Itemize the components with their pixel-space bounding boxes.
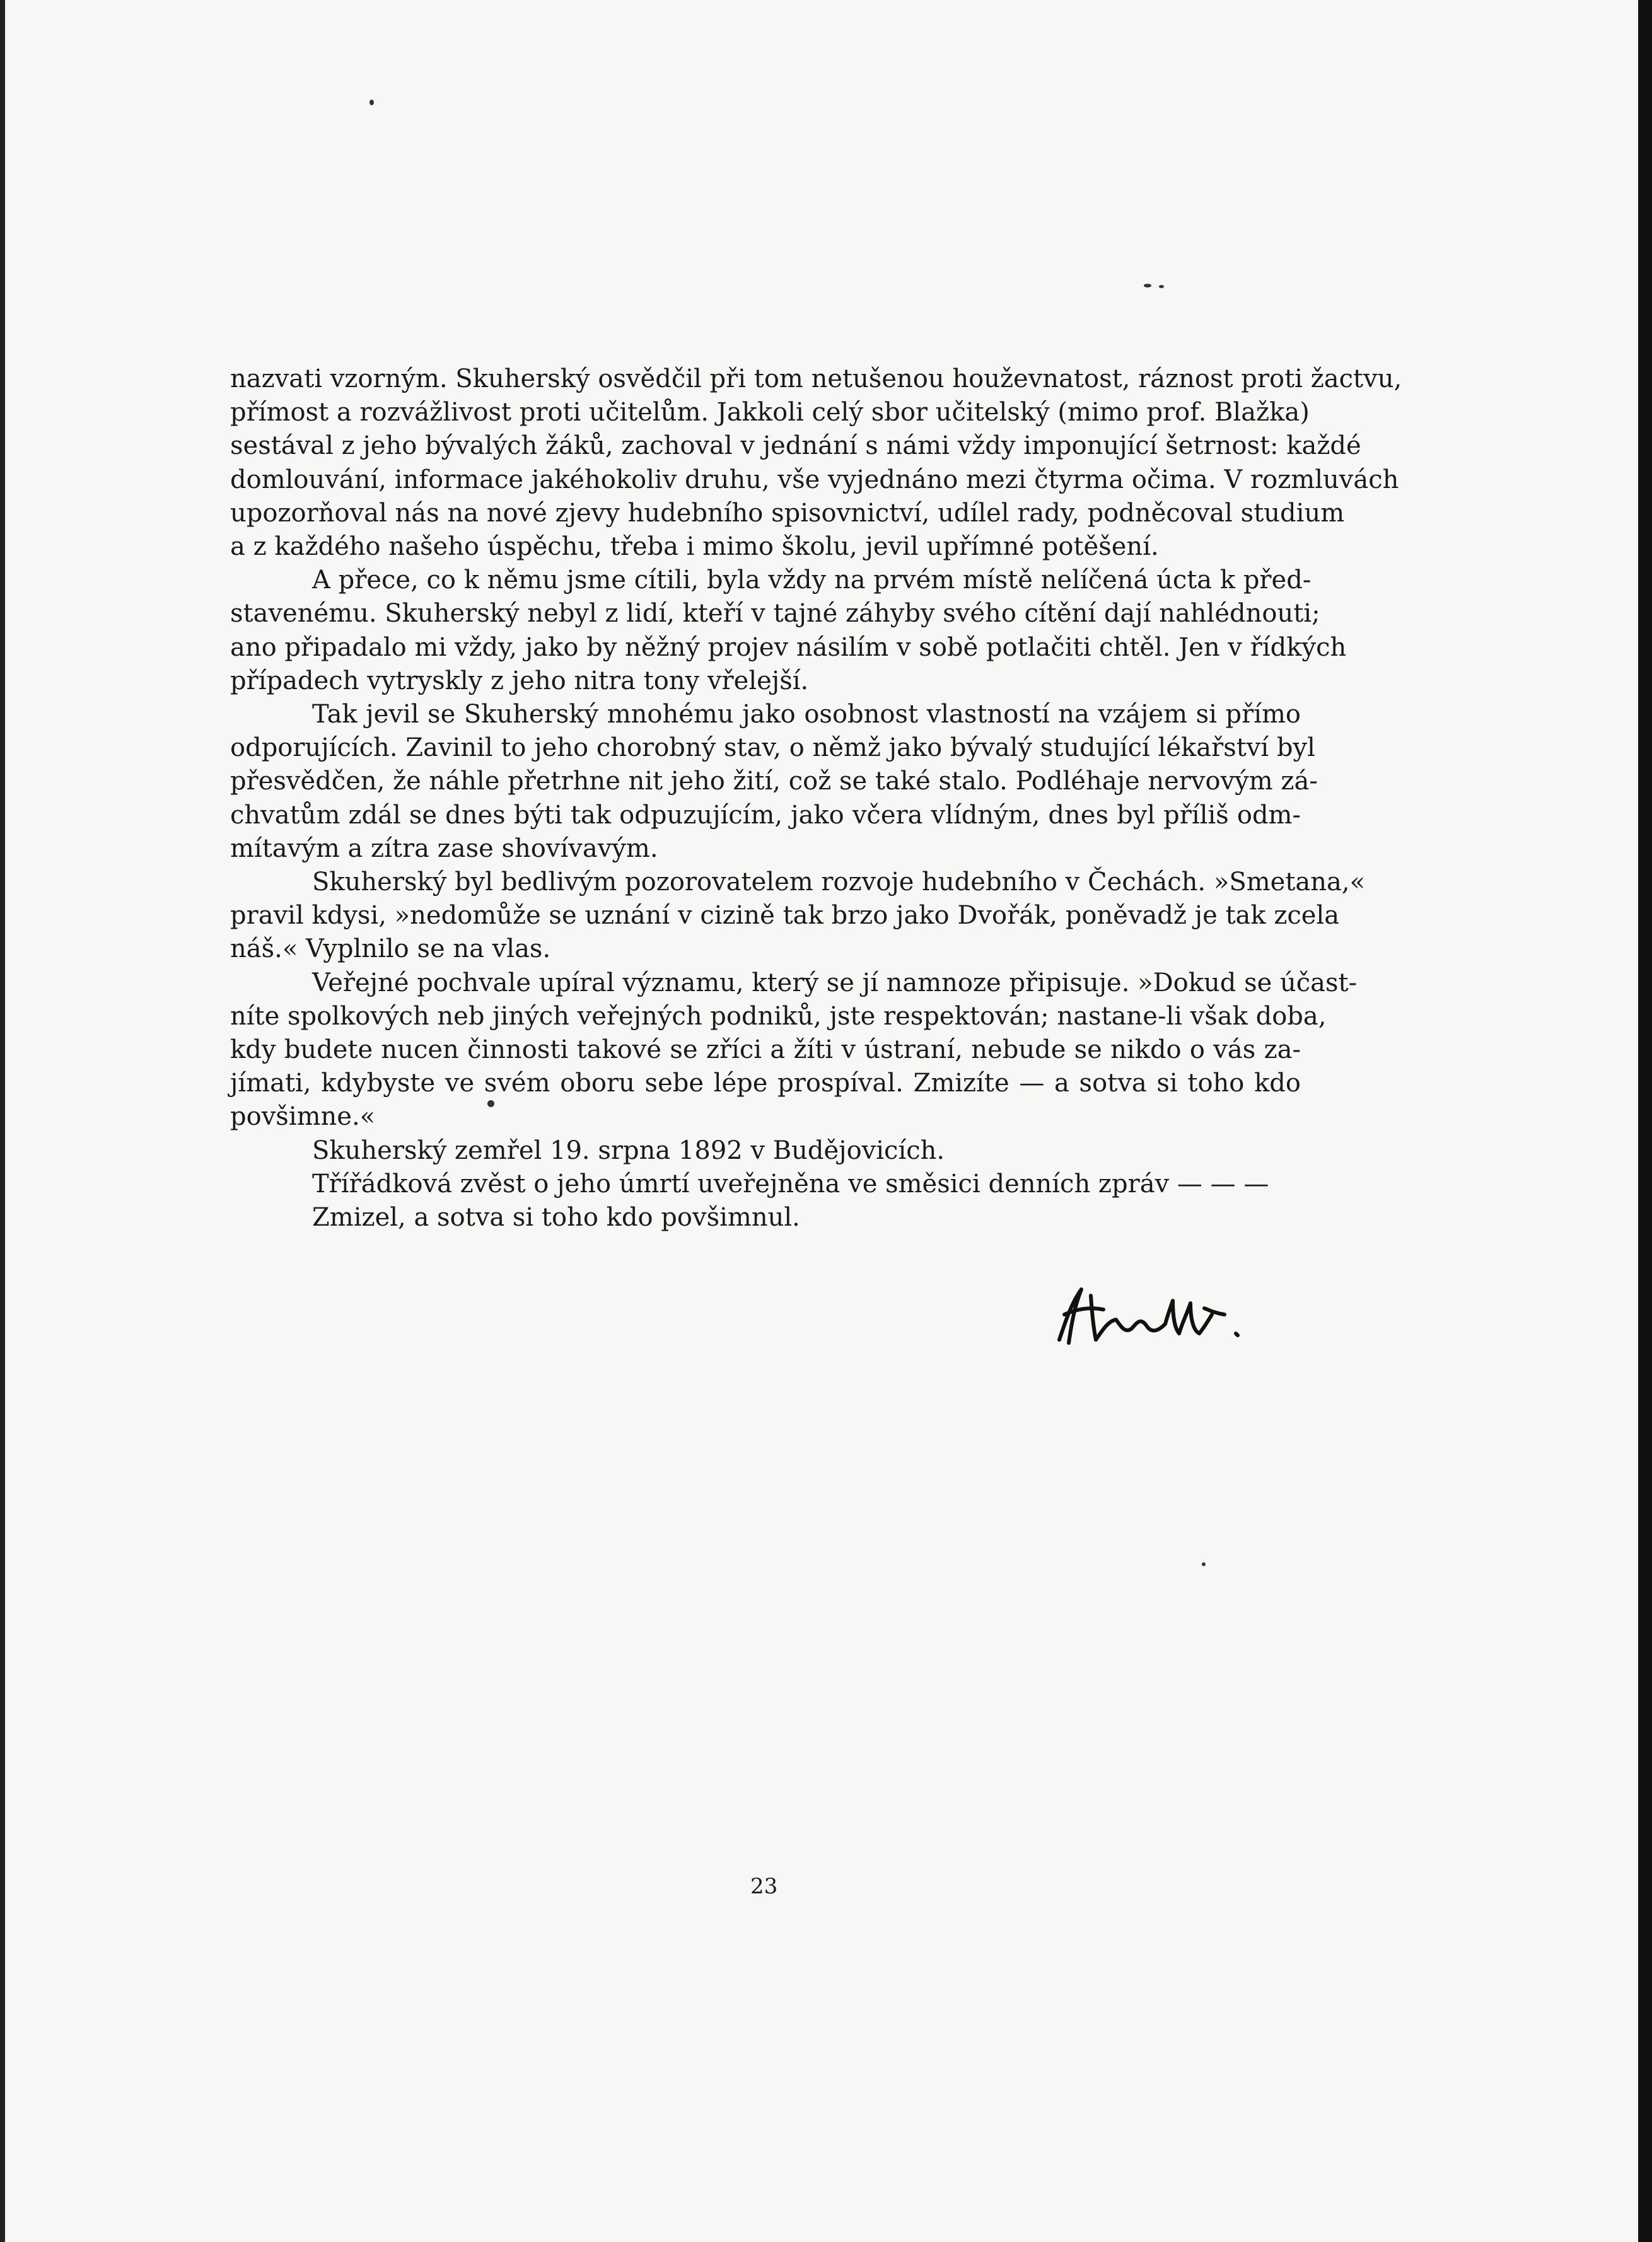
text-line: chvatům zdál se dnes býti tak odpuzujícím, jako včera vlídným, dnes byl příliš odm-	[230, 800, 1301, 830]
page-number: 23	[750, 1874, 778, 1899]
paragraph	[230, 698, 1318, 866]
dust-speck	[1159, 285, 1164, 288]
paragraph	[230, 866, 1366, 967]
closing-line: Třířádková zvěst o jeho úmrtí uveřejněna ve směsici denních zpráv — — —	[312, 1169, 1269, 1199]
text-line: nazvati vzorným. Skuherský osvědčil při tom netušenou houževnatost, ráznost proti žactvu,	[230, 364, 1402, 393]
text-line: Veřejné pochvale upíral významu, který se jí namnoze připisuje. »Dokud se účast-	[312, 968, 1358, 997]
dust-speck	[369, 100, 374, 105]
paragraph	[230, 363, 1402, 564]
text-line: přesvědčen, že náhle přetrhne nit jeho žití, což se také stalo. Podléhaje nervovým zá-	[230, 767, 1318, 796]
closing-line: Zmizel, a sotva si toho kdo povšimnul.	[312, 1203, 800, 1233]
text-line: mítavým a zítra zase shovívavým.	[230, 833, 658, 863]
paragraph	[230, 564, 1347, 698]
text-line: Tak jevil se Skuherský mnohému jako osobnost vlastností na vzájem si přímo	[312, 700, 1301, 729]
text-line: povšimne.«	[230, 1102, 376, 1132]
dust-speck	[1144, 284, 1151, 288]
scan-left-edge	[0, 0, 5, 2242]
text-line: sestával z jeho bývalých žáků, zachoval v jednání s námi vždy imponující šetrnost: každé	[230, 431, 1361, 461]
text-line: náš.« Vyplnilo se na vlas.	[230, 934, 551, 964]
text-line: kdy budete nucen činnosti takové se zříci a žíti v ústraní, nebude se nikdo o vás za-	[230, 1035, 1301, 1065]
text-line: odporujících. Zavinil to jeho chorobný stav, o němž jako bývalý studující lékařství byl	[230, 733, 1315, 763]
scan-right-edge	[1638, 0, 1652, 2242]
paragraph	[230, 967, 1358, 1134]
text-line: níte spolkových neb jiných veřejných podniků, jste respektován; nastane-li však doba,	[230, 1001, 1327, 1031]
text-line: jímati, kdybyste ve svém oboru sebe lépe prospíval. Zmizíte — a sotva si toho kdo	[230, 1069, 1301, 1098]
text-line: ano připadalo mi vždy, jako by něžný projev násilím v sobě potlačiti chtěl. Jen v řídkých	[230, 632, 1347, 662]
text-line: stavenému. Skuherský nebyl z lidí, kteří v tajné záhyby svého cítění dají nahlédnouti;	[230, 599, 1320, 629]
body-text	[230, 363, 1402, 1234]
text-line: případech vytryskly z jeho nitra tony vřelejší.	[230, 666, 809, 695]
text-line: domlouvání, informace jakéhokoliv druhu, vše vyjednáno mezi čtyrma očima. V rozmluvách	[230, 465, 1399, 494]
dust-speck	[1202, 1562, 1206, 1566]
handwritten-signature	[1047, 1270, 1286, 1359]
closing-line: Skuherský zemřel 19. srpna 1892 v Budějovicích.	[312, 1136, 945, 1165]
text-line: A přece, co k němu jsme cítili, byla vždy na prvém místě nelíčená úcta k před-	[312, 566, 1312, 595]
text-line: Skuherský byl bedlivým pozorovatelem rozvoje hudebního v Čechách. »Smetana,«	[312, 868, 1366, 897]
text-line: přímost a rozvážlivost proti učitelům. Jakkoli celý sbor učitelský (mimo prof. Blažka)	[230, 398, 1310, 427]
text-line: a z každého našeho úspěchu, třeba i mimo školu, jevil upřímné potěšení.	[230, 532, 1159, 562]
text-line: upozorňoval nás na nové zjevy hudebního spisovnictví, udílel rady, podněcoval studium	[230, 498, 1345, 528]
text-line: pravil kdysi, »nedomůže se uznání v cizině tak brzo jako Dvořák, poněvadž je tak zcela	[230, 901, 1340, 931]
